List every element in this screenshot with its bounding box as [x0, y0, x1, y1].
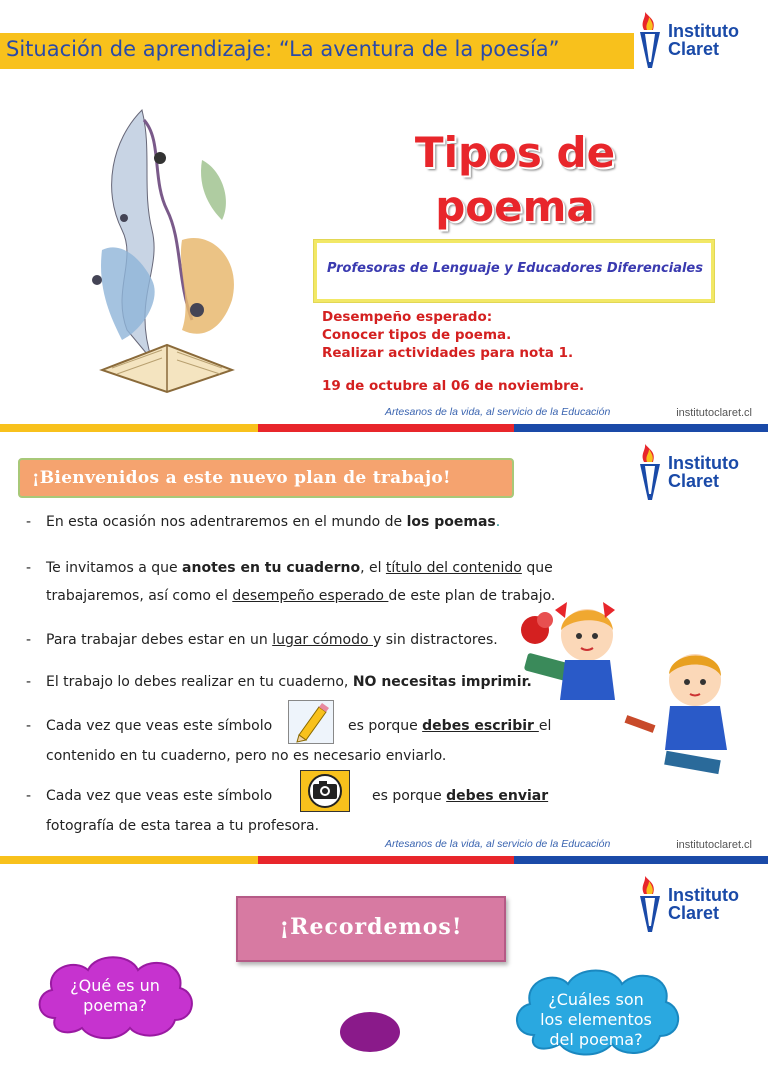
logo-text	[668, 886, 739, 922]
title-line-1: Tipos de	[414, 128, 616, 177]
expected-performance	[322, 308, 573, 362]
pencil-icon	[288, 700, 334, 744]
title-line-2: poema	[435, 182, 595, 231]
cloud-left-line: ¿Qué es un	[70, 976, 160, 995]
cloud-left-line: poema?	[83, 996, 147, 1015]
date-range: 19 de octubre al 06 de noviembre.	[322, 378, 585, 394]
question-cloud-left	[30, 948, 200, 1038]
authors-box	[314, 240, 714, 302]
authors-text: Profesoras de Lenguaje y Educadores Diferenciales	[327, 261, 703, 276]
torch-icon	[636, 876, 664, 934]
children-studying-illustration	[515, 590, 765, 780]
welcome-banner	[18, 458, 514, 498]
performance-line: Conocer tipos de poema.	[322, 327, 512, 343]
poetry-illustration	[82, 100, 252, 400]
camera-icon	[300, 770, 350, 812]
color-stripe	[0, 856, 768, 864]
logo-text	[668, 22, 739, 58]
color-stripe	[0, 424, 768, 432]
footer-motto: Artesanos de la vida, al servicio de la Educación	[385, 406, 611, 418]
logo-line-1: Instituto	[668, 885, 739, 905]
footer-motto: Artesanos de la vida, al servicio de la Educación	[385, 838, 611, 850]
logo-line-2: Claret	[668, 903, 720, 923]
question-cloud-right	[506, 960, 686, 1049]
footer-url: institutoclaret.cl	[676, 839, 752, 851]
character-head-illustration	[335, 1002, 405, 1032]
slide-title	[360, 126, 670, 234]
footer-url: institutoclaret.cl	[676, 407, 752, 419]
remember-banner-text: ¡Recordemos!	[279, 914, 463, 940]
welcome-banner-text: ¡Bienvenidos a este nuevo plan de trabajo!	[32, 468, 451, 488]
remember-banner	[236, 896, 506, 962]
performance-line: Realizar actividades para nota 1.	[322, 345, 574, 361]
cloud-right-line: ¿Cuáles son	[548, 990, 644, 1009]
instituto-claret-logo	[636, 444, 756, 504]
performance-line: Desempeño esperado:	[322, 309, 493, 325]
logo-line-1: Instituto	[668, 453, 739, 473]
slide-2: ¡Bienvenidos a este nuevo plan de trabajo! Instituto Claret - En esta ocasión nos adentraremos en el mundo de los poemas. - Te invitamos a que anotes en tu cuaderno, el título del contenido que trabajaremos, así como el desempeño esperado de este plan de trabajo. - Para trabajar debes estar en un lugar cómodo y sin distractores. - El trabajo lo debes realizar en tu cuaderno, NO necesitas imprimir. - Cada vez que veas este símbolo es porque debes escribir el contenido en tu cuaderno, pero no es necesario enviarlo. - Cada vez que veas este símbolo es porque debes enviar fotografía de esta tarea a tu profesora. Artesanos de la vida, al servicio de la Educación institutoclaret.cl	[0, 432, 768, 864]
logo-line-2: Claret	[668, 39, 720, 59]
cloud-right-line: los elementos	[540, 1010, 652, 1029]
logo-text	[668, 454, 739, 490]
instituto-claret-logo	[636, 12, 756, 72]
slide-3	[0, 864, 768, 1049]
logo-line-2: Claret	[668, 471, 720, 491]
torch-icon	[636, 12, 664, 70]
logo-line-1: Instituto	[668, 21, 739, 41]
cloud-right-line: del poema?	[549, 1030, 643, 1049]
slide-header-text: Situación de aprendizaje: “La aventura de la poesía”	[6, 37, 560, 61]
slide-1	[0, 0, 768, 432]
slide-header-banner	[0, 33, 634, 69]
instituto-claret-logo	[636, 876, 756, 936]
torch-icon	[636, 444, 664, 502]
